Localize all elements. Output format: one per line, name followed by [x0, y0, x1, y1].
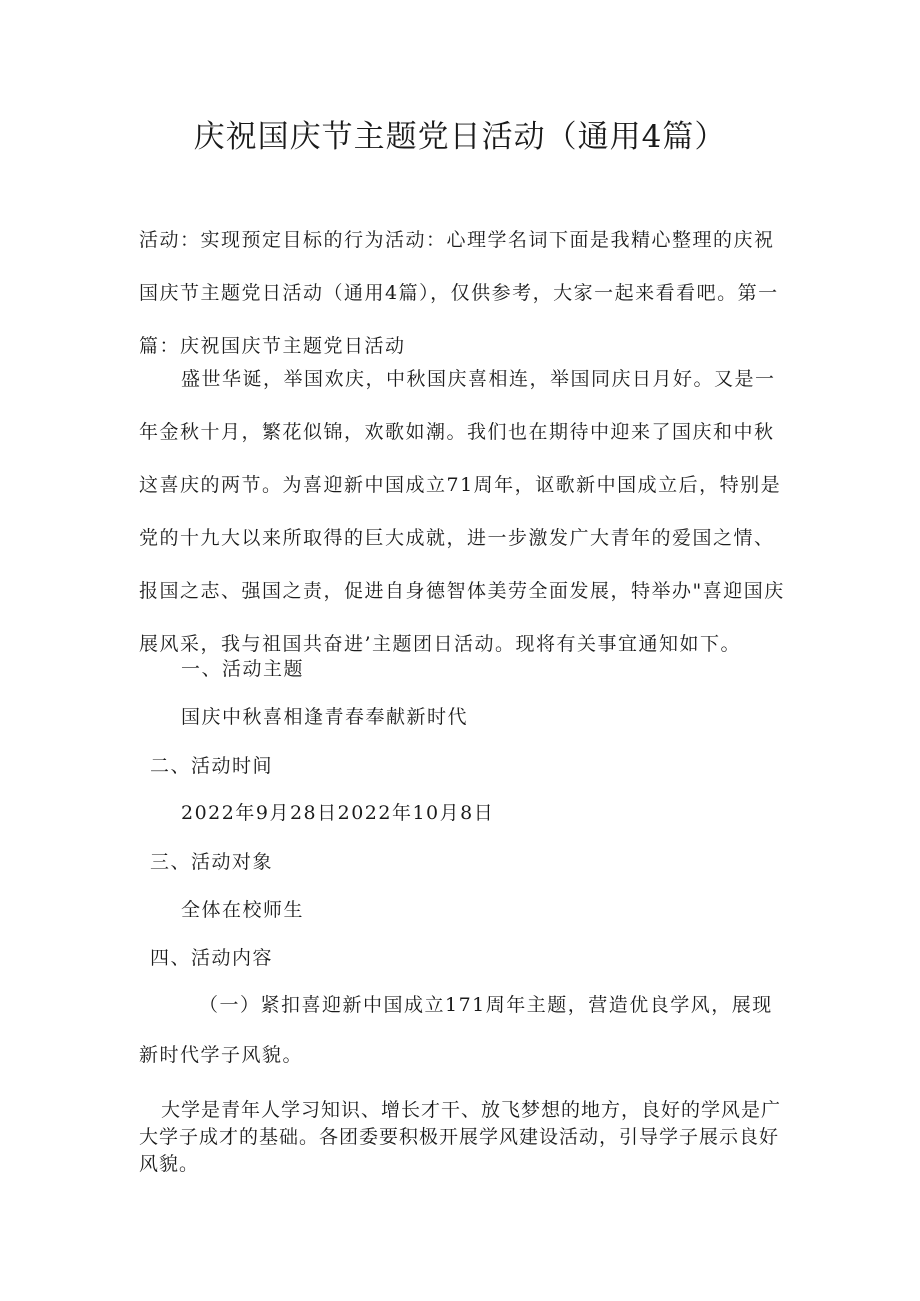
intro-paragraph: 活动：实现预定目标的行为活动：心理学名词下面是我精心整理的庆祝国庆节主题党日活动（通用4篇），仅供参考，大家一起来看看吧。第一篇：庆祝国庆节主题党日活动: [139, 229, 779, 357]
section-heading-audience: 三、活动对象: [150, 851, 274, 873]
section-heading-theme: 一、活动主题: [181, 658, 305, 680]
section-body-time: 2022年9月28日2022年10月8日: [181, 802, 495, 824]
section-body-theme: 国庆中秋喜相逢青春奉献新时代: [181, 706, 469, 728]
section-content-item-1: （一）紧扣喜迎新中国成立171周年主题，营造优良学风，展现新时代学子风貌。: [139, 994, 773, 1066]
section-heading-time: 二、活动时间: [150, 755, 274, 777]
section-heading-content: 四、活动内容: [150, 947, 274, 969]
section-content-body: 大学是青年人学习知识、增长才干、放飞梦想的地方，良好的学风是广大学子成才的基础。各团委要积极开展学风建设活动，引导学子展示良好风貌。: [139, 1099, 782, 1175]
body-paragraph: 盛世华诞，举国欢庆，中秋国庆喜相连，举国同庆日月好。又是一年金秋十月，繁花似锦，欢歌如潮。我们也在期待中迎来了国庆和中秋这喜庆的两节。为喜迎新中国成立71周年，讴歌新中国成立后，特别是党的十九大以来所取得的巨大成就，进一步激发广大青年的爱国之情、报国之志、强国之责，促进自身德智体美劳全面发展，特举办"喜迎国庆展风采，我与祖国共奋进’主题团日活动。现将有关事宜通知如下。: [139, 368, 785, 655]
document-title: 庆祝国庆节主题党日活动（通用4篇）: [193, 119, 727, 155]
section-body-audience: 全体在校师生: [181, 899, 305, 921]
